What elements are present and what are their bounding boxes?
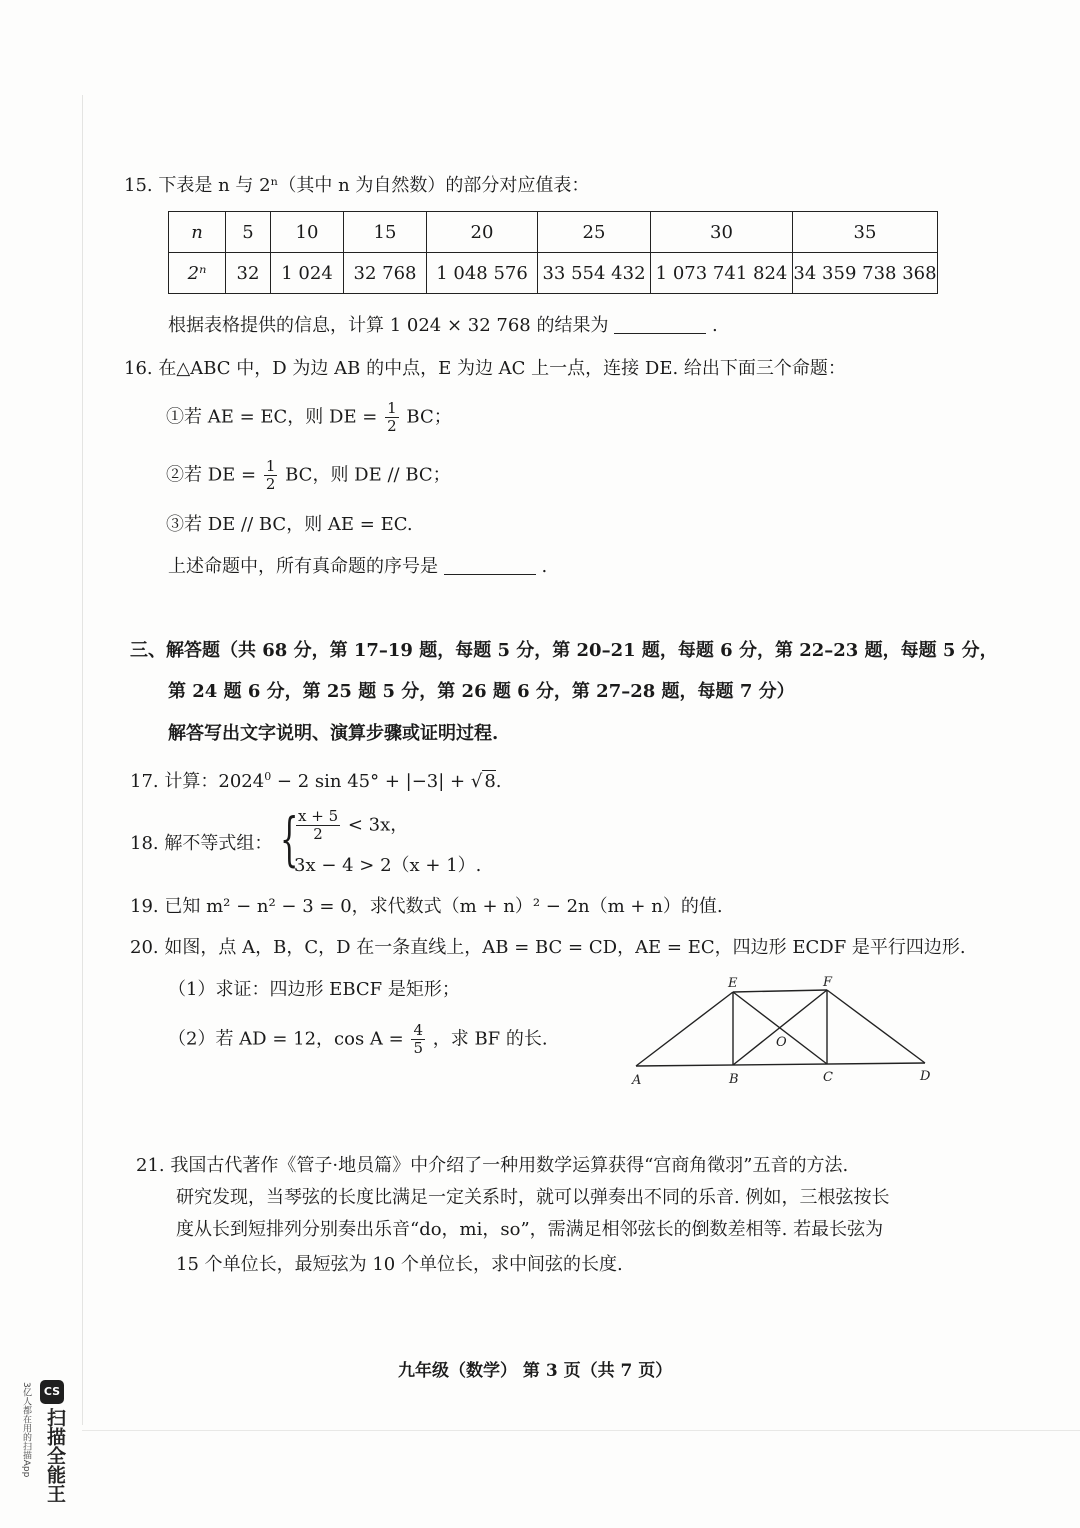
- answer-blank[interactable]: [614, 315, 706, 334]
- q17-mid: − 2 sin 45° + |−3| +: [271, 771, 471, 792]
- answer-blank[interactable]: [444, 556, 536, 575]
- fraction-denominator: 2: [313, 825, 323, 843]
- section3-instruction: 解答写出文字说明、演算步骤或证明过程.: [168, 723, 499, 744]
- fraction-numerator: x + 5: [298, 807, 339, 825]
- q15-question-text: 根据表格提供的信息，计算 1 024 × 32 768 的结果为: [168, 315, 609, 336]
- q20-geometry-figure: [620, 970, 950, 1090]
- section3-header: 三、解答题（共 68 分，第 17–19 题，每题 5 分，第 20–21 题，每题 6 分，第 22–23 题，每题 5 分，: [130, 640, 998, 661]
- q21-line3: 度从长到短排列分别奏出乐音“do，mi，so”，需满足相邻弦长的倒数差相等. 若最长弦为: [176, 1219, 884, 1240]
- table-cell: 32 768: [344, 253, 427, 294]
- q15-number: 15.: [124, 175, 153, 196]
- q16-p1-post: BC；: [406, 406, 452, 428]
- fraction-half: [264, 458, 278, 493]
- sqrt-icon: √: [470, 771, 483, 792]
- q16-p1-pre: ①若 AE = EC，则 DE =: [166, 406, 378, 428]
- page-bottom-line: [82, 1430, 1080, 1431]
- section3-header-cont: 第 24 题 6 分，第 25 题 5 分，第 26 题 6 分，第 27–28 题，每题 7 分）: [168, 681, 795, 702]
- q18-inequality-2: 3x − 4 > 2（x + 1）.: [294, 855, 482, 876]
- q16-question: [168, 555, 547, 579]
- table-cell: 25: [538, 212, 651, 253]
- q20-number: 20.: [130, 937, 159, 958]
- line-ad: [636, 1063, 925, 1066]
- q19-text: 已知 m² − n² − 3 = 0，求代数式（m + n）² − 2n（m + n）的值.: [164, 896, 723, 917]
- point-label-c: C: [823, 1070, 833, 1085]
- fraction-denominator: 2: [265, 475, 276, 493]
- fraction-numerator: 1: [387, 399, 397, 417]
- camscanner-logo-icon: CS: [40, 1380, 64, 1404]
- scanner-watermark: [10, 1378, 72, 1518]
- q19-number: 19.: [130, 896, 159, 917]
- table-cell: 33 554 432: [538, 253, 651, 294]
- point-label-o: O: [776, 1035, 787, 1050]
- table-row-power: [169, 253, 938, 294]
- q16-p2-pre: ②若 DE =: [166, 464, 257, 486]
- point-label-a: A: [632, 1073, 642, 1088]
- q20-part1: （1）求证：四边形 EBCF 是矩形；: [168, 979, 460, 1000]
- table-cell: 34 359 738 368: [793, 253, 938, 294]
- q16-intro-text: 在△ABC 中，D 为边 AB 的中点，E 为边 AC 上一点，连接 DE. 给出下面三个命题：: [158, 358, 846, 379]
- q17-number: 17.: [130, 771, 159, 792]
- q21-text-1: 我国古代著作《管子·地员篇》中介绍了一种用数学运算获得“宫商角徵羽”五音的方法.: [170, 1155, 849, 1176]
- table-cell: 2ⁿ: [169, 253, 226, 294]
- q16-p2-post: BC，则 DE // BC；: [285, 464, 451, 486]
- q17: [130, 765, 502, 794]
- q18-line1-post: < 3x，: [347, 814, 409, 836]
- page-footer: 九年级（数学） 第 3 页（共 7 页）: [398, 1361, 673, 1381]
- line-fd: [827, 990, 925, 1063]
- q16-number: 16.: [124, 358, 153, 379]
- q16-intro: [124, 357, 846, 381]
- fraction-numerator: 4: [413, 1021, 423, 1039]
- point-label-d: D: [920, 1069, 931, 1084]
- q16-question-text: 上述命题中，所有真命题的序号是: [168, 556, 438, 577]
- q15-table: [168, 211, 938, 294]
- q20-part2: [168, 1022, 548, 1057]
- q20-text: 如图，点 A，B，C，D 在一条直线上，AB = BC = CD，AE = EC，四边形 ECDF 是平行四边形.: [164, 937, 966, 958]
- q19: [130, 895, 723, 919]
- watermark-tagline: 3亿人都在用的扫描App: [21, 1382, 31, 1478]
- q16-proposition-1: [166, 400, 452, 435]
- table-cell: n: [169, 212, 226, 253]
- q17-end: .: [495, 771, 502, 792]
- q16-proposition-3: ③若 DE // BC，则 AE = EC.: [166, 514, 413, 535]
- fraction-denominator: 5: [413, 1039, 423, 1057]
- q21-line4: 15 个单位长，最短弦为 10 个单位长，求中间弦的长度.: [176, 1254, 623, 1275]
- q21-number: 21.: [136, 1155, 165, 1176]
- watermark-brand-name: 扫描全能王: [44, 1408, 66, 1503]
- line-ae: [636, 992, 733, 1066]
- table-cell: 32: [226, 253, 271, 294]
- point-label-f: F: [823, 975, 833, 990]
- table-cell: 30: [651, 212, 793, 253]
- q18-inequality-1: [294, 808, 408, 843]
- point-label-b: B: [729, 1072, 739, 1087]
- q17-pre: 计算：2024: [164, 771, 265, 792]
- fraction: [296, 808, 340, 843]
- q21-line2: 研究发现，当琴弦的长度比满足一定关系时，就可以弹奏出不同的乐音. 例如，三根弦按长: [176, 1187, 890, 1208]
- q18-label: [130, 832, 272, 856]
- table-cell: 10: [271, 212, 344, 253]
- table-cell: 35: [793, 212, 938, 253]
- q18-label-text: 解不等式组：: [164, 833, 273, 854]
- q20-intro: [130, 936, 966, 960]
- q15-intro: [124, 174, 589, 198]
- line-ef: [733, 990, 827, 992]
- q20-part2-post: ，求 BF 的长.: [432, 1028, 548, 1050]
- brace-icon: {: [280, 805, 299, 873]
- table-cell: 15: [344, 212, 427, 253]
- q20-part2-pre: （2）若 AD = 12，cos A =: [168, 1028, 404, 1050]
- q15-end: .: [711, 315, 718, 336]
- q21-line1: [136, 1154, 848, 1178]
- page-fold-line: [82, 95, 83, 1425]
- q17-radicand: 8: [484, 771, 496, 792]
- table-cell: 1 048 576: [427, 253, 538, 294]
- point-label-e: E: [728, 976, 738, 991]
- q15-intro-text: 下表是 n 与 2ⁿ（其中 n 为自然数）的部分对应值表：: [158, 175, 590, 196]
- fraction: [411, 1022, 425, 1057]
- q16-proposition-2: [166, 458, 451, 493]
- q18-number: 18.: [130, 833, 159, 854]
- q16-end: .: [541, 556, 548, 577]
- table-cell: 1 024: [271, 253, 344, 294]
- q17-exponent: 0: [264, 770, 272, 783]
- fraction-half: [385, 400, 399, 435]
- q15-question: [168, 314, 718, 338]
- table-cell: 5: [226, 212, 271, 253]
- table-row-n: [169, 212, 938, 253]
- fraction-numerator: 1: [265, 457, 276, 475]
- table-cell: 20: [427, 212, 538, 253]
- fraction-denominator: 2: [387, 417, 397, 435]
- table-cell: 1 073 741 824: [651, 253, 793, 294]
